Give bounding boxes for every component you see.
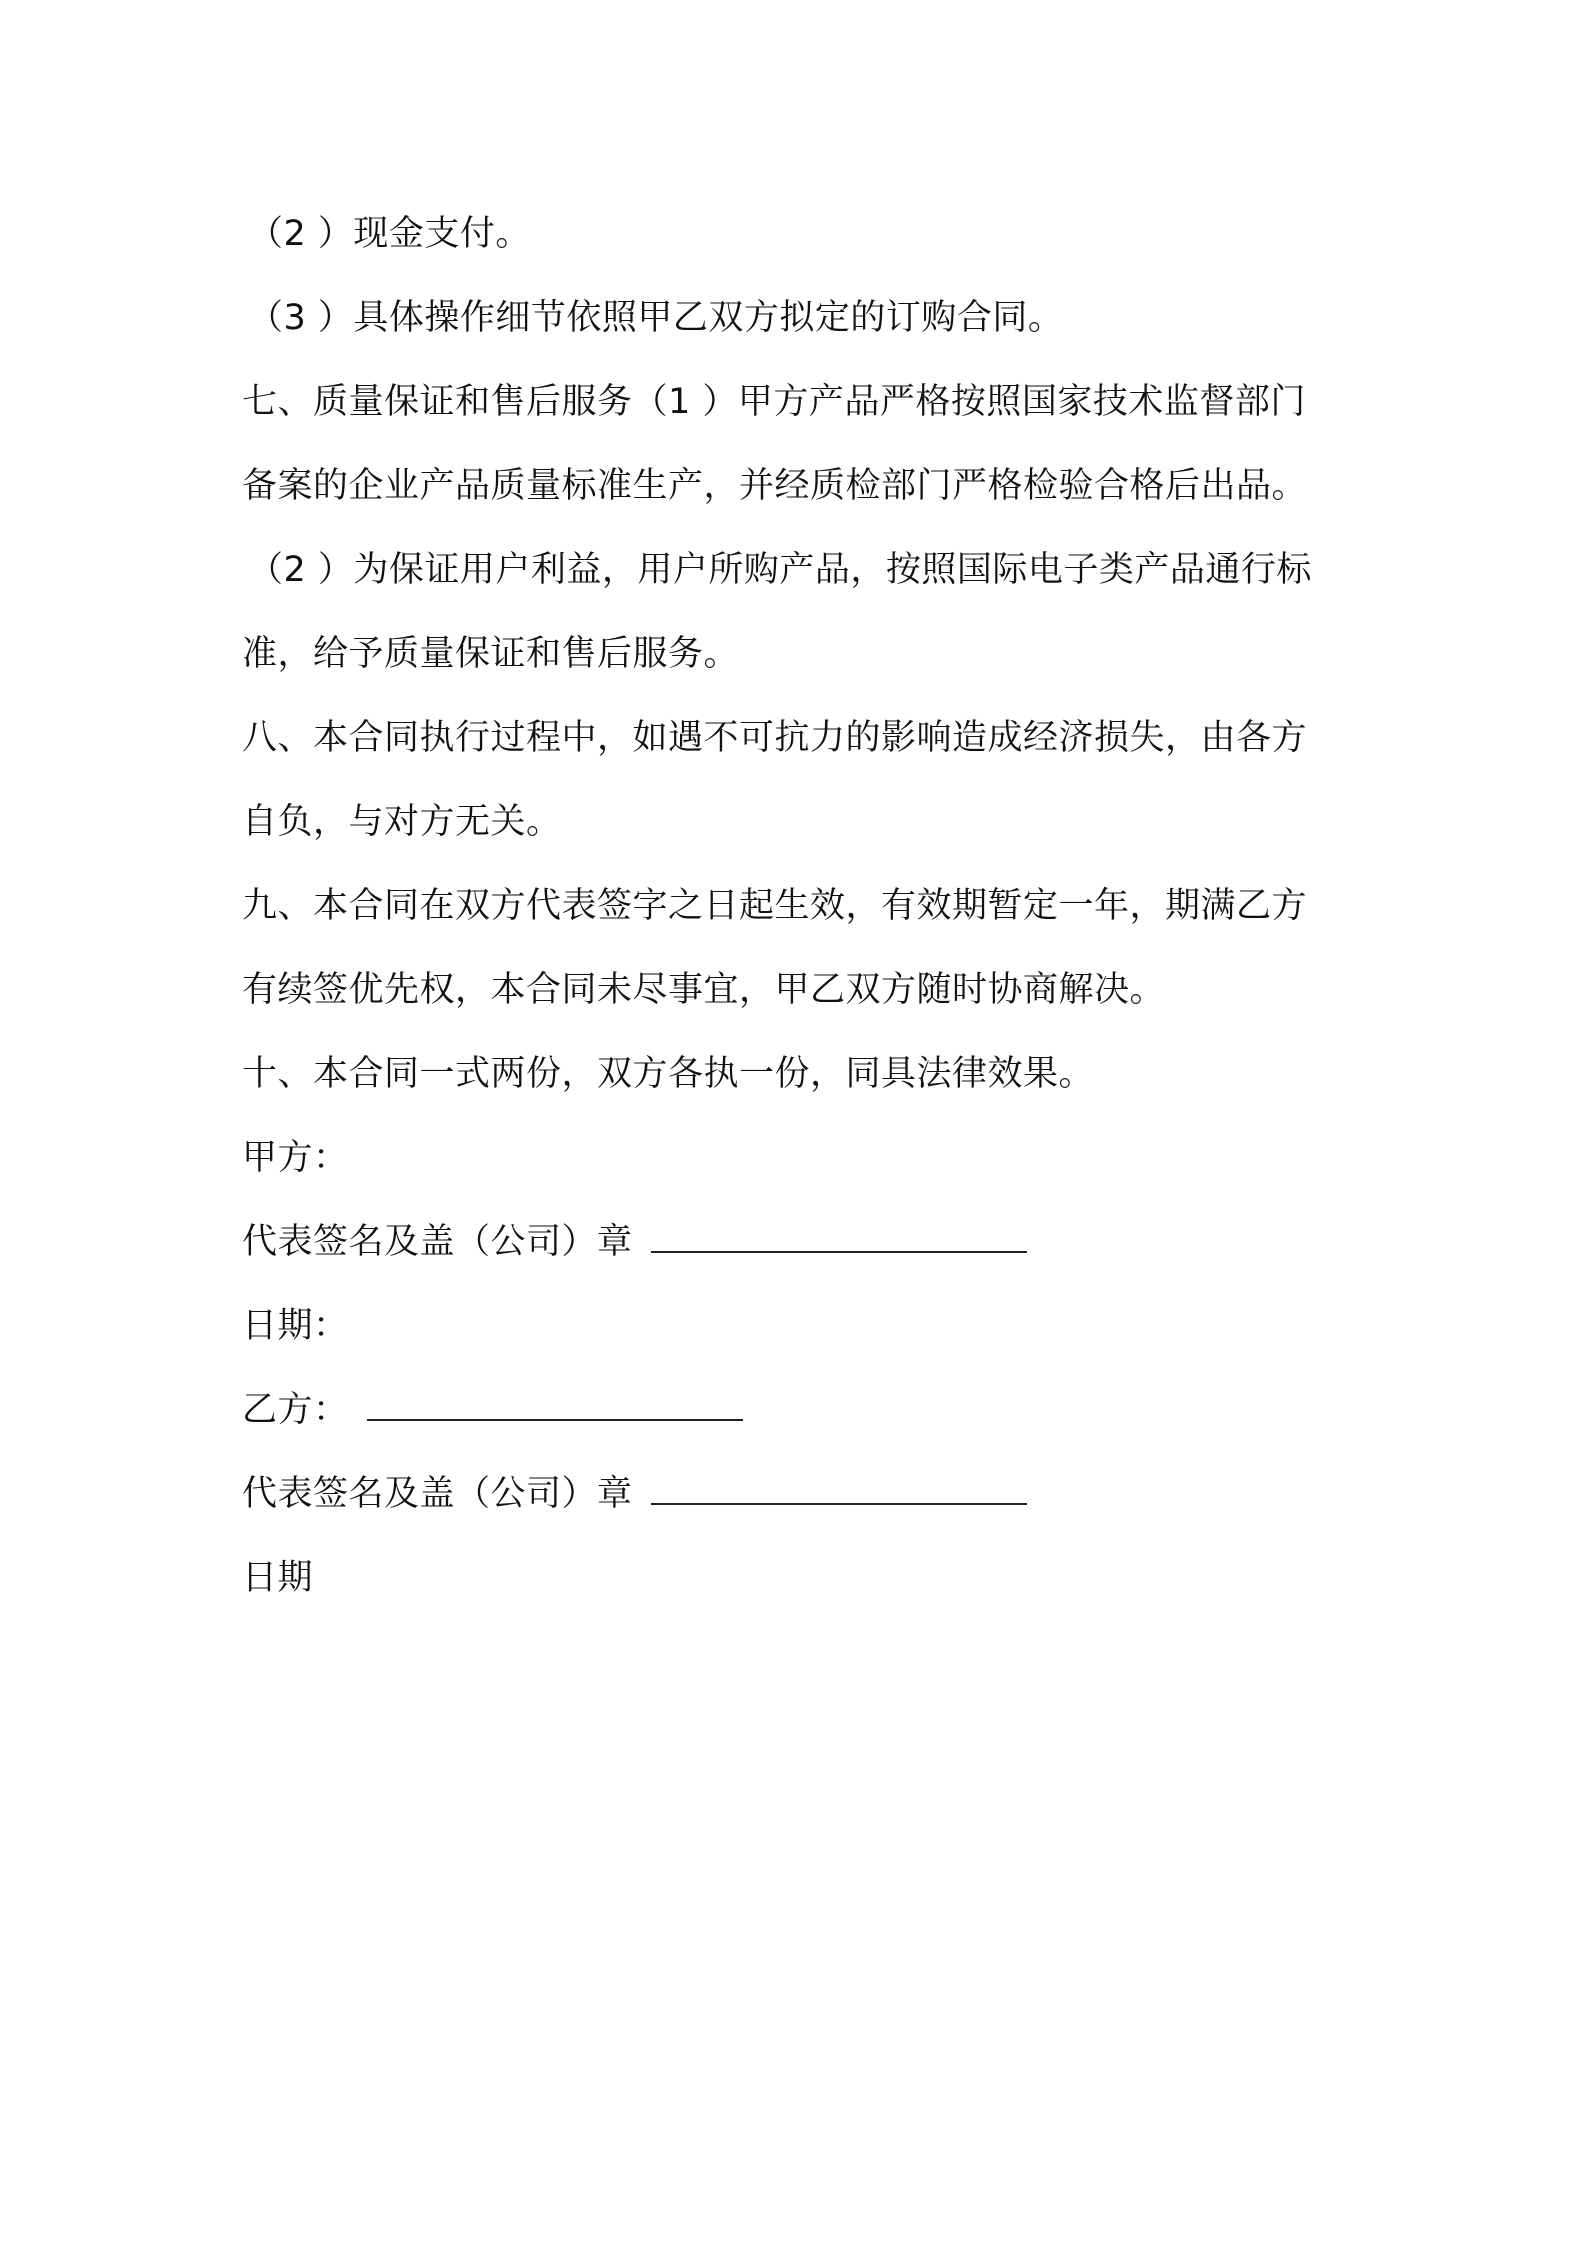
clause-6-2: （2 ）现金支付。 [248,214,531,254]
party-b-date-label: 日期 [242,1558,314,1598]
party-a-label: 甲方： [242,1138,349,1178]
contract-body [242,192,1362,1620]
clause-7-line-2: 备案的企业产品质量标准生产，并经质检部门严格检验合格后出品。 [242,466,1308,506]
clause-9-line-1: 九、本合同在双方代表签字之日起生效，有效期暂定一年，期满乙方 [242,886,1308,926]
party-b-seal-row [242,1452,1362,1536]
clause-10: 十、本合同一式两份，双方各执一份，同具法律效果。 [242,1054,1095,1094]
clause-7-2-line-1: （2 ）为保证用户利益，用户所购产品，按照国际电子类产品通行标 [248,550,1312,590]
clause-6-3: （3 ）具体操作细节依照甲乙双方拟定的订购合同。 [248,298,1064,338]
party-b-row [242,1368,1362,1452]
party-b-blank[interactable] [367,1379,743,1421]
party-b-seal-label: 代表签名及盖（公司）章 [242,1474,633,1514]
party-b-label: 乙方： [242,1390,349,1430]
party-b-seal-blank[interactable] [651,1463,1027,1505]
party-a-date-label: 日期： [242,1306,349,1346]
clause-9-line-2: 有续签优先权，本合同未尽事宜，甲乙双方随时协商解决。 [242,970,1166,1010]
clause-7-line-1: 七、质量保证和售后服务（1 ）甲方产品严格按照国家技术监督部门 [242,382,1306,422]
clause-7-2-line-2: 准，给予质量保证和售后服务。 [242,634,740,674]
party-a-seal-blank[interactable] [651,1211,1027,1253]
party-a-seal-row [242,1200,1362,1284]
clause-8-line-2: 自负，与对方无关。 [242,802,562,842]
clause-8-line-1: 八、本合同执行过程中，如遇不可抗力的影响造成经济损失，由各方 [242,718,1308,758]
party-a-seal-label: 代表签名及盖（公司）章 [242,1222,633,1262]
